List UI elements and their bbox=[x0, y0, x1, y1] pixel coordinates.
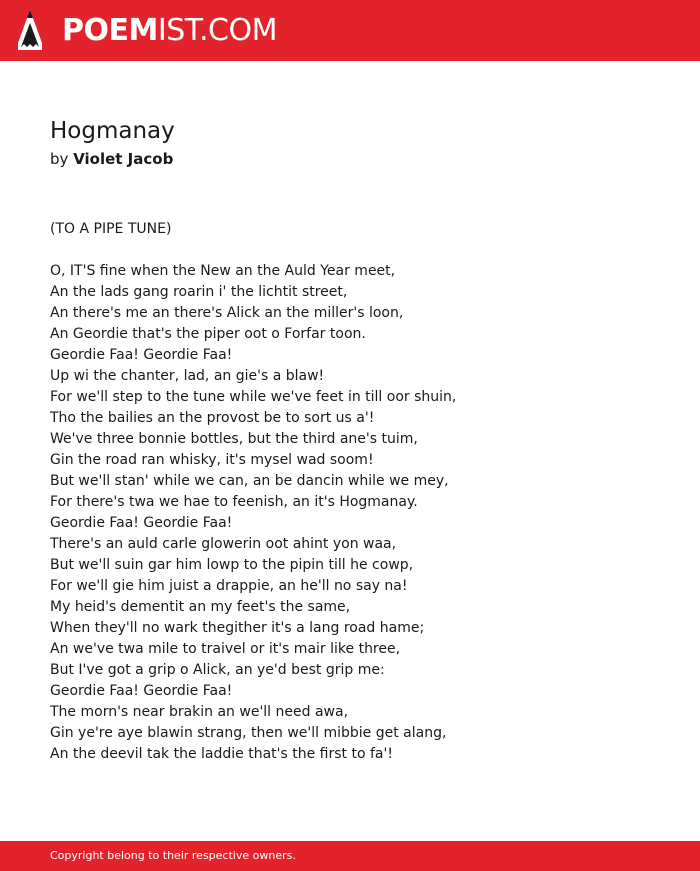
poem-line: Geordie Faa! Geordie Faa! bbox=[50, 683, 233, 699]
poem-subtitle: (TO A PIPE TUNE) bbox=[50, 221, 172, 237]
site-name-light: IST.COM bbox=[157, 13, 277, 48]
poem-line: An there's me an there's Alick an the miller's loon, bbox=[50, 305, 404, 321]
poem-title: Hogmanay bbox=[50, 118, 175, 144]
site-footer bbox=[0, 841, 700, 871]
poem-line: For there's twa we hae to feenish, an it's Hogmanay. bbox=[50, 494, 418, 510]
poem-line: Up wi the chanter, lad, an gie's a blaw! bbox=[50, 368, 325, 384]
poem-line: But we'll stan' while we can, an be dancin while we mey, bbox=[50, 473, 449, 489]
site-name-bold: POEM bbox=[62, 13, 158, 48]
poem-line: Geordie Faa! Geordie Faa! bbox=[50, 515, 233, 531]
poem-line: An we've twa mile to traivel or it's mair like three, bbox=[50, 641, 401, 657]
poem-line: Gin ye're aye blawin strang, then we'll mibbie get alang, bbox=[50, 725, 447, 741]
poem-line: But we'll suin gar him lowp to the pipin till he cowp, bbox=[50, 557, 414, 573]
poem-line: Tho the bailies an the provost be to sort us a'! bbox=[50, 410, 375, 426]
poem-line: We've three bonnie bottles, but the third ane's tuim, bbox=[50, 431, 418, 447]
poem-line: An Geordie that's the piper oot o Forfar toon. bbox=[50, 326, 366, 342]
poem-line: There's an auld carle glowerin oot ahint yon waa, bbox=[50, 536, 397, 552]
poem-line: O, IT'S fine when the New an the Auld Year meet, bbox=[50, 263, 396, 279]
byline bbox=[50, 149, 173, 169]
poem-line: My heid's dementit an my feet's the same, bbox=[50, 599, 351, 615]
poem-line: The morn's near brakin an we'll need awa, bbox=[50, 704, 349, 720]
poem-line: Geordie Faa! Geordie Faa! bbox=[50, 347, 233, 363]
poem-line: For we'll step to the tune while we've feet in till oor shuin, bbox=[50, 389, 457, 405]
poem-line: Gin the road ran whisky, it's mysel wad soom! bbox=[50, 452, 374, 468]
by-label: by bbox=[50, 150, 69, 168]
author-name: Violet Jacob bbox=[73, 150, 174, 168]
poem-line: But I've got a grip o Alick, an ye'd best grip me: bbox=[50, 662, 385, 678]
pencil-tip-icon[interactable] bbox=[17, 9, 43, 51]
poem-body bbox=[50, 261, 670, 765]
site-logo-link[interactable] bbox=[62, 13, 277, 49]
poem-line: When they'll no wark thegither it's a lang road hame; bbox=[50, 620, 425, 636]
poem-line: An the deevil tak the laddie that's the first to fa'! bbox=[50, 746, 393, 762]
poem-line: An the lads gang roarin i' the lichtit street, bbox=[50, 284, 348, 300]
copyright-notice: Copyright belong to their respective owners. bbox=[50, 849, 296, 862]
poem-line: For we'll gie him juist a drappie, an he'll no say na! bbox=[50, 578, 408, 594]
site-header bbox=[0, 0, 700, 61]
